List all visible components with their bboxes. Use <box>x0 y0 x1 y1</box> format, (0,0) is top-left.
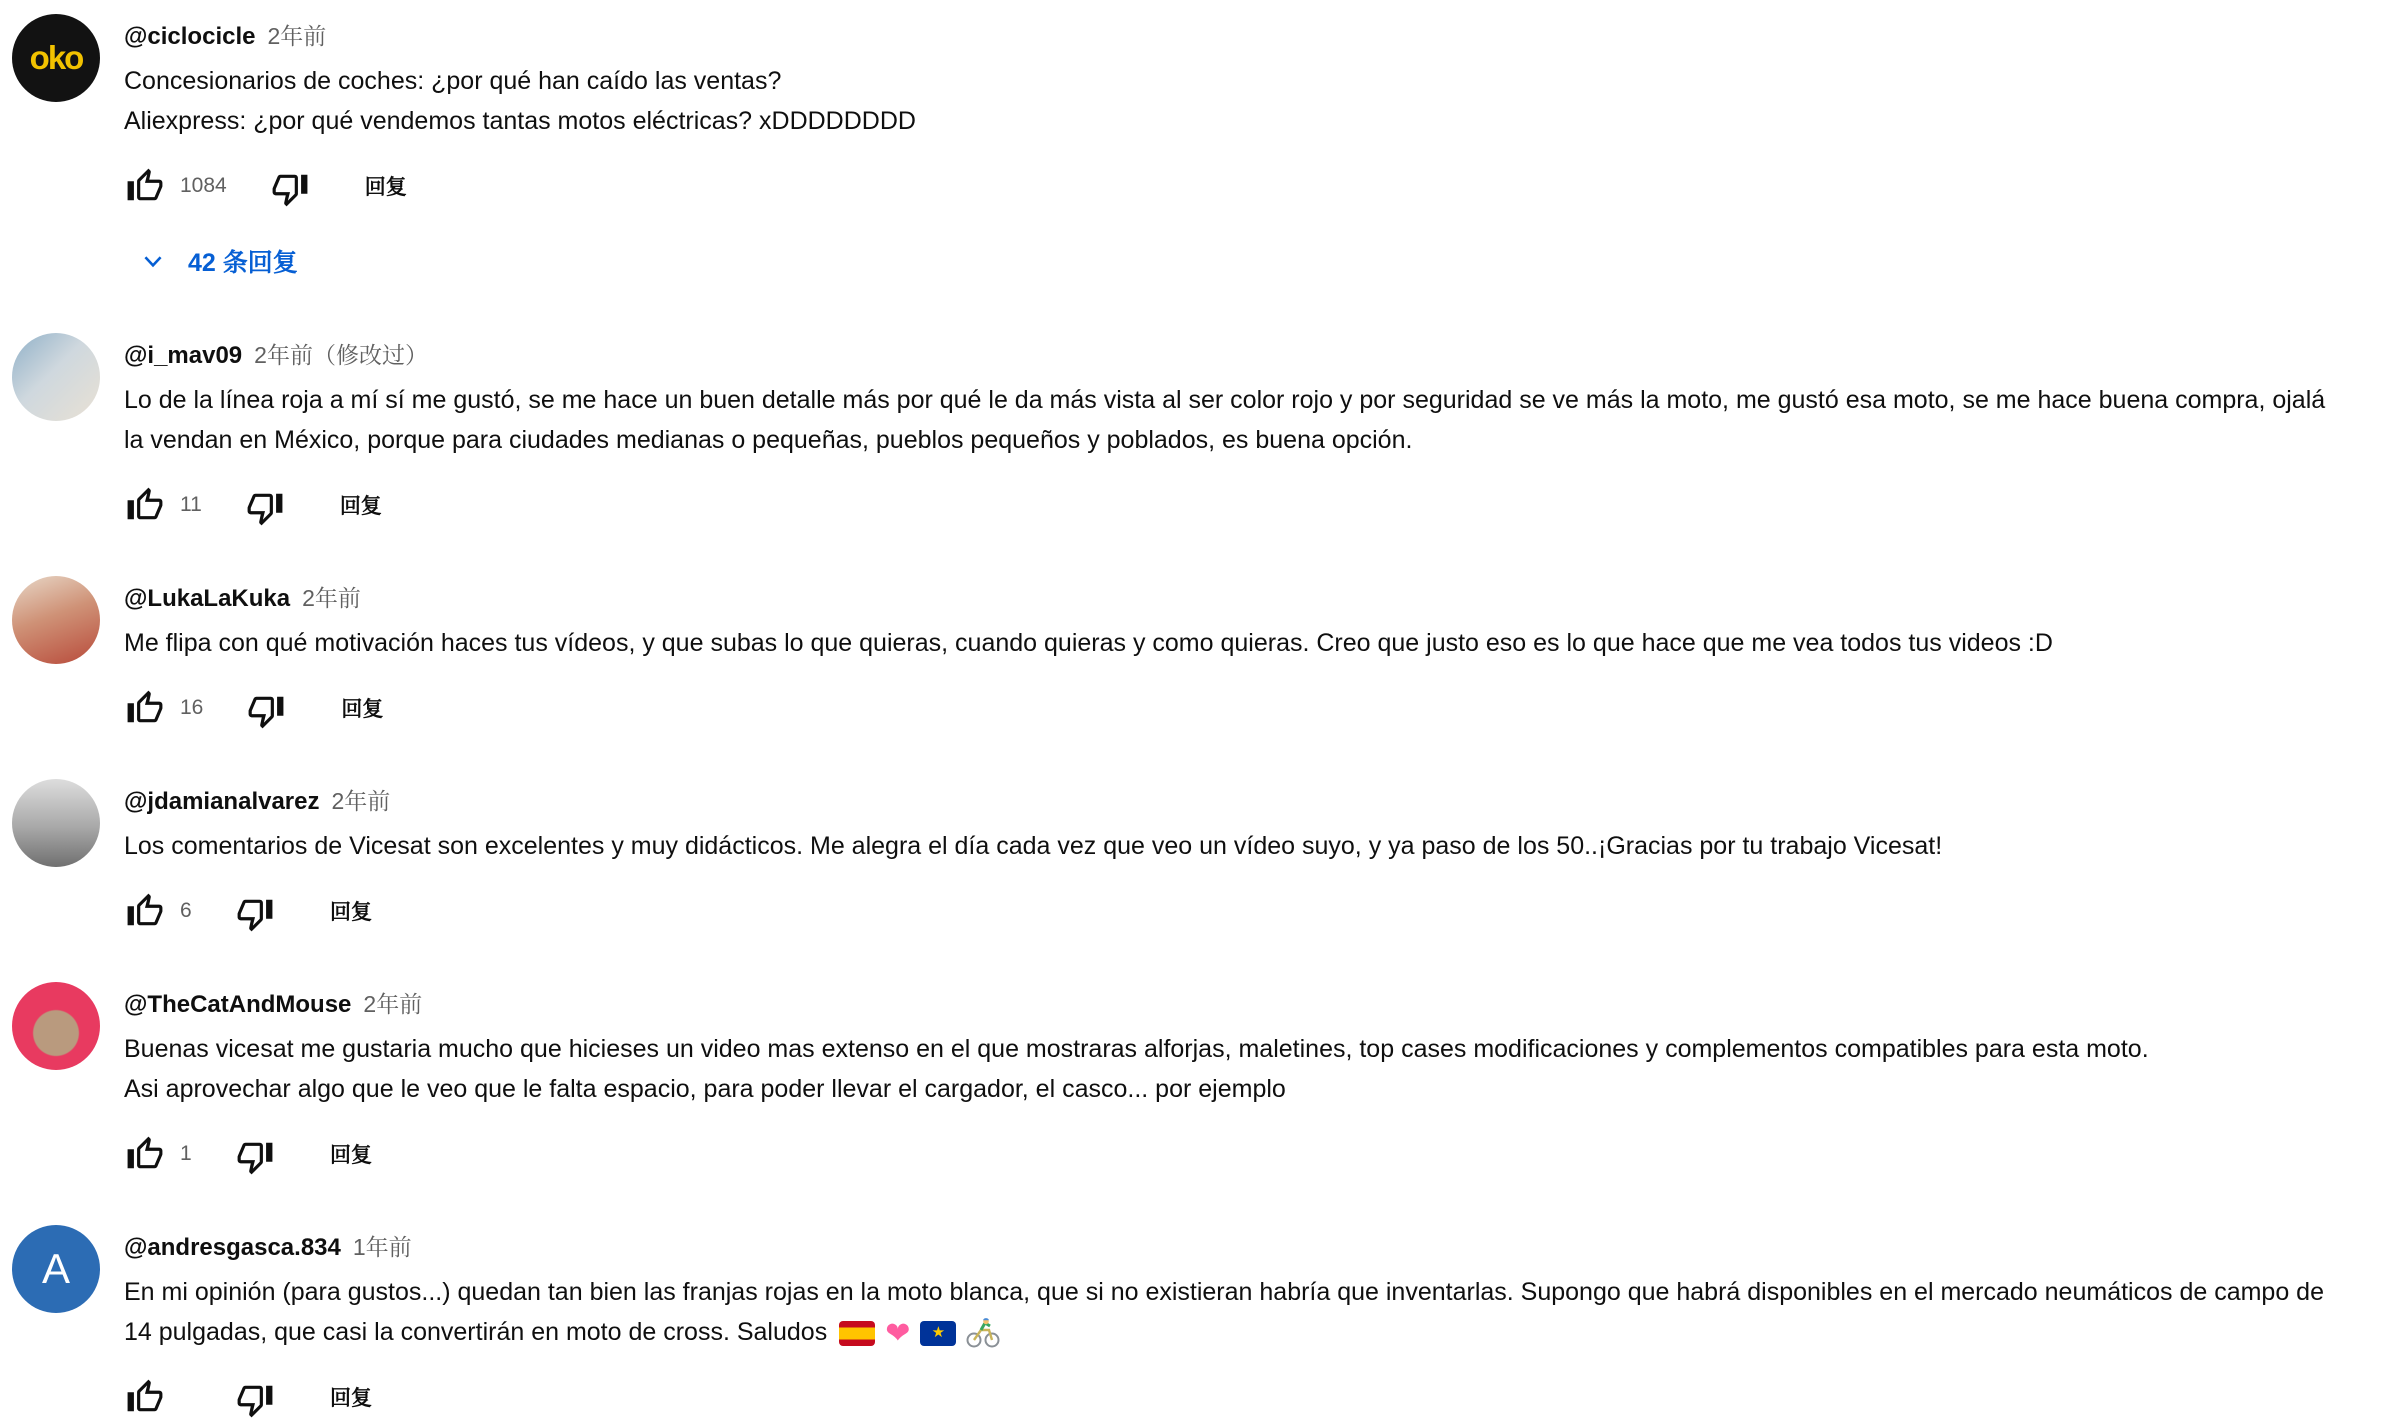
dislike-button[interactable] <box>234 890 276 932</box>
like-count: 11 <box>180 493 202 516</box>
comment-actions <box>124 484 2334 526</box>
like-button[interactable] <box>124 687 166 729</box>
comment-row <box>12 982 2400 1175</box>
comment-author[interactable]: @i_mav09 <box>124 342 243 369</box>
comment-text <box>124 826 2334 866</box>
like-count: 16 <box>180 696 204 719</box>
replies-toggle[interactable] <box>132 239 306 283</box>
dislike-button[interactable] <box>245 687 287 729</box>
avatar[interactable] <box>12 1225 100 1313</box>
like-button[interactable] <box>124 484 166 526</box>
comment-text-line: Concesionarios de coches: ¿por qué han caído las ventas? <box>124 67 782 95</box>
thumb-up-icon <box>126 167 164 205</box>
reply-button[interactable]: 回复 <box>330 896 372 926</box>
avatar-logo-text: oko <box>29 39 83 76</box>
like-button[interactable] <box>124 165 166 207</box>
cyclist-icon <box>966 1318 1000 1348</box>
comment-timestamp[interactable]: 2年前 <box>267 23 327 49</box>
comment-body <box>124 576 2400 729</box>
thumb-up-icon <box>126 1378 164 1416</box>
thumb-down-icon <box>271 170 309 208</box>
avatar[interactable] <box>12 982 100 1070</box>
comment-body <box>124 333 2400 526</box>
replies-toggle-label: 42 条回复 <box>188 249 298 277</box>
emoji-row <box>839 1318 1000 1348</box>
thumb-up-icon <box>126 689 164 727</box>
comment-actions <box>124 1376 2334 1418</box>
comment-author[interactable]: @TheCatAndMouse <box>124 991 352 1018</box>
avatar[interactable] <box>12 576 100 664</box>
reply-button[interactable]: 回复 <box>365 171 407 201</box>
like-button[interactable] <box>124 1376 166 1418</box>
thumb-down-icon <box>236 1381 274 1419</box>
eu-flag-icon: ★ <box>920 1321 956 1346</box>
comment-text <box>124 1272 2334 1352</box>
like-button[interactable] <box>124 890 166 932</box>
spain-flag-icon <box>839 1321 875 1346</box>
like-count: 1 <box>180 1142 192 1165</box>
thumb-down-icon <box>236 895 274 933</box>
comment-author[interactable]: @jdamianalvarez <box>124 788 320 815</box>
like-button[interactable] <box>124 1133 166 1175</box>
reply-button[interactable]: 回复 <box>340 490 382 520</box>
comment-timestamp[interactable]: 2年前 <box>302 585 361 611</box>
comment-text <box>124 1029 2334 1109</box>
thumb-up-icon <box>126 892 164 930</box>
comment-text <box>124 623 2334 663</box>
avatar[interactable] <box>12 779 100 867</box>
thumb-down-icon <box>236 1138 274 1176</box>
comment-body <box>124 14 2400 283</box>
dislike-button[interactable] <box>234 1376 276 1418</box>
comment-row <box>12 14 2400 283</box>
comment-actions <box>124 165 2334 207</box>
comment-author[interactable]: @ciclocicle <box>124 23 256 50</box>
sparkling-heart-icon: ❤ <box>885 1316 911 1350</box>
reply-button[interactable]: 回复 <box>341 693 383 723</box>
comment-row <box>12 1225 2400 1418</box>
comment-text-line: Me flipa con qué motivación haces tus vídeos, y que subas lo que quieras, cuando quieras y como quieras. Creo que justo eso es lo que hace que me vea todos tus videos :D <box>124 629 2053 657</box>
comment-body <box>124 982 2400 1175</box>
comment-text-line: Asi aprovechar algo que le veo que le falta espacio, para poder llevar el cargador, el casco... por ejemplo <box>124 1075 1286 1103</box>
comment-text <box>124 61 2334 141</box>
avatar[interactable] <box>12 333 100 421</box>
comment-row <box>12 333 2400 526</box>
thumb-down-icon <box>247 692 285 730</box>
comment-text-line: Lo de la línea roja a mí sí me gustó, se me hace un buen detalle más por qué le da más vista al ser color rojo y por seguridad se ve más la moto, me gustó esa moto, se me hace buena compra, ojalá la vendan en México, porque para ciudades medianas o pequeñas, pueblos pequeños y poblados, es buena opción. <box>124 386 2326 454</box>
comment-timestamp[interactable]: 1年前 <box>352 1234 412 1260</box>
like-count: 1084 <box>180 174 227 197</box>
dislike-button[interactable] <box>244 484 286 526</box>
comment-text-line: Buenas vicesat me gustaria mucho que hicieses un video mas extenso en el que mostraras alforjas, maletines, top cases modificaciones y complementos compatibles para esta moto. <box>124 1035 2149 1063</box>
avatar[interactable] <box>12 14 100 102</box>
comment-author[interactable]: @LukaLaKuka <box>124 585 291 612</box>
chevron-down-icon <box>140 248 166 274</box>
thumb-up-icon <box>126 486 164 524</box>
reply-button[interactable]: 回复 <box>330 1382 372 1412</box>
comment-actions <box>124 1133 2334 1175</box>
comment-row <box>12 576 2400 729</box>
dislike-button[interactable] <box>234 1133 276 1175</box>
thumb-up-icon <box>126 1135 164 1173</box>
thumb-down-icon <box>246 489 284 527</box>
comment-actions <box>124 890 2334 932</box>
comment-body <box>124 1225 2400 1418</box>
comment-text-line: Aliexpress: ¿por qué vendemos tantas motos eléctricas? xDDDDDDDD <box>124 107 916 135</box>
comment-text <box>124 380 2334 460</box>
comment-text-line: Los comentarios de Vicesat son excelentes y muy didácticos. Me alegra el día cada vez que veo un vídeo suyo, y ya paso de los 50..¡Gracias por tu trabajo Vicesat! <box>124 832 1943 860</box>
comment-text-span: En mi opinión (para gustos...) quedan tan bien las franjas rojas en la moto blanca, que si no existieran habría que inventarlas. Supongo que habrá disponibles en el mercado neumáticos de campo de 14 pulgadas, que casi la convertirán en moto de cross. Saludos <box>124 1278 2324 1346</box>
comment-timestamp[interactable]: 2年前 <box>331 788 391 814</box>
avatar-letter: A <box>41 1245 70 1292</box>
comment-actions <box>124 687 2334 729</box>
comment-row <box>12 779 2400 932</box>
comment-body <box>124 779 2400 932</box>
comment-timestamp[interactable]: 2年前（修改过） <box>254 342 428 368</box>
dislike-button[interactable] <box>269 165 311 207</box>
comment-author[interactable]: @andresgasca.834 <box>124 1234 341 1261</box>
comment-text-line <box>124 1272 2334 1352</box>
like-count: 6 <box>180 899 192 922</box>
reply-button[interactable]: 回复 <box>330 1139 372 1169</box>
comment-timestamp[interactable]: 2年前 <box>363 991 423 1017</box>
